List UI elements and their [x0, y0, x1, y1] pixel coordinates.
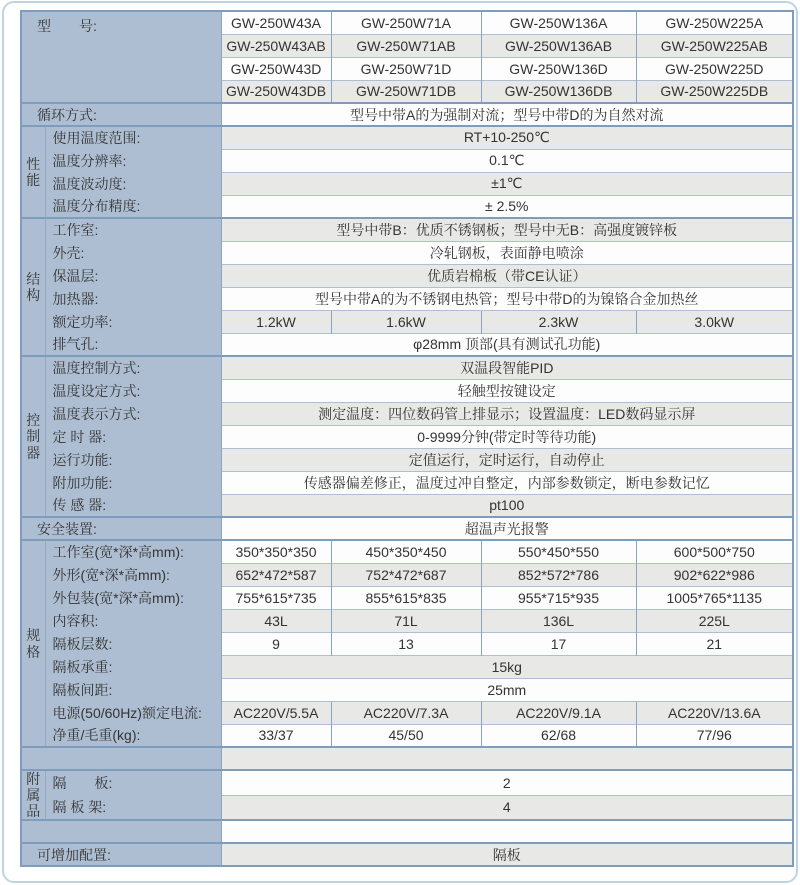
spec-value-cell: 33/37: [221, 724, 331, 747]
spec-row: [21, 195, 793, 218]
spec-value-cell: RT+10-250℃: [221, 126, 793, 149]
spec-value-cell: 350*350*350: [221, 540, 331, 563]
spec-row: [21, 448, 793, 471]
model-cell: GW-250W136AB: [481, 34, 636, 57]
spec-value-cell: 测定温度：四位数码管上排显示；设置温度：LED数码显示屏: [221, 402, 793, 425]
spec-row: [21, 494, 793, 517]
spec-value-cell: AC220V/7.3A: [331, 701, 481, 724]
section-group-label: 性能: [21, 126, 45, 218]
spec-row: [21, 471, 793, 494]
spec-row-label: 温度设定方式:: [45, 379, 221, 402]
model-cell: GW-250W43D: [221, 57, 331, 80]
spec-value-cell: 1.6kW: [331, 310, 481, 333]
spec-row-label: 温度控制方式:: [45, 356, 221, 379]
model-cell: GW-250W225A: [636, 11, 793, 34]
spec-row-label: 电源(50/60Hz)额定电流:: [45, 701, 221, 724]
section-group-label: 规格: [21, 540, 45, 747]
spec-value-cell: 62/68: [481, 724, 636, 747]
model-cell: GW-250W71D: [331, 57, 481, 80]
spec-value-cell: 9: [221, 632, 331, 655]
spec-row-label: 安全装置:: [21, 517, 221, 540]
spec-row-label: 隔 板:: [45, 770, 221, 795]
spec-value-cell: 225L: [636, 609, 793, 632]
spec-value-cell: 定值运行，定时运行，自动停止: [221, 448, 793, 471]
spec-row-label: [21, 820, 221, 843]
spec-value-cell: 轻触型按键设定: [221, 379, 793, 402]
spec-row-label: [21, 747, 221, 770]
spec-table-body: [21, 11, 793, 866]
spec-value-cell: 17: [481, 632, 636, 655]
spec-row-label: 运行功能:: [45, 448, 221, 471]
spec-row-label: 温度分布精度:: [45, 195, 221, 218]
spec-value-cell: 855*615*835: [331, 586, 481, 609]
spec-row-label: 隔板间距:: [45, 678, 221, 701]
spec-row-label: 隔 板 架:: [45, 795, 221, 820]
spec-row: [21, 264, 793, 287]
model-cell: GW-250W136D: [481, 57, 636, 80]
spec-row: [21, 379, 793, 402]
model-cell: GW-250W71AB: [331, 34, 481, 57]
spec-value-cell: AC220V/9.1A: [481, 701, 636, 724]
spec-row: [21, 356, 793, 379]
spec-card: [2, 1, 798, 883]
spec-row: [21, 632, 793, 655]
model-cell: GW-250W225DB: [636, 80, 793, 103]
spec-row: [21, 563, 793, 586]
spec-row: [21, 747, 793, 770]
spec-row-label: 隔板承重:: [45, 655, 221, 678]
spec-row-label: 外包装(宽*深*高mm):: [45, 586, 221, 609]
spec-row-label: 可增加配置:: [21, 843, 221, 866]
spec-row: [21, 425, 793, 448]
spec-value-cell: 型号中带B：优质不锈钢板；型号中无B：高强度镀锌板: [221, 218, 793, 241]
model-cell: GW-250W225AB: [636, 34, 793, 57]
spec-value-cell: 2.3kW: [481, 310, 636, 333]
spec-row: [21, 517, 793, 540]
spec-value-cell: 2: [221, 770, 793, 795]
spec-row-label: 净重/毛重(kg):: [45, 724, 221, 747]
model-row: [21, 11, 793, 34]
spec-value-cell: 冷轧钢板，表面静电喷涂: [221, 241, 793, 264]
spec-row: [21, 655, 793, 678]
spec-value-cell: 15kg: [221, 655, 793, 678]
spec-row: [21, 287, 793, 310]
spec-row: [21, 103, 793, 126]
spec-row: [21, 820, 793, 843]
spec-value-cell: 25mm: [221, 678, 793, 701]
spec-value-cell: 652*472*587: [221, 563, 331, 586]
spec-row-label: 传 感 器:: [45, 494, 221, 517]
spec-row: [21, 724, 793, 747]
spec-value-cell: 21: [636, 632, 793, 655]
spec-row: [21, 218, 793, 241]
spec-value-cell: AC220V/5.5A: [221, 701, 331, 724]
spec-row: [21, 241, 793, 264]
spec-row-label: 额定功率:: [45, 310, 221, 333]
spec-value-cell: AC220V/13.6A: [636, 701, 793, 724]
spec-value-cell: 隔板: [221, 843, 793, 866]
model-cell: GW-250W43A: [221, 11, 331, 34]
spec-value-cell: 型号中带A的为强制对流；型号中带D的为自然对流: [221, 103, 793, 126]
spec-row: [21, 795, 793, 820]
spec-value-cell: 1.2kW: [221, 310, 331, 333]
spec-row: [21, 333, 793, 356]
spec-row-label: 加热器:: [45, 287, 221, 310]
spec-row-label: 工作室:: [45, 218, 221, 241]
spec-row-label: 隔板层数:: [45, 632, 221, 655]
spec-row: [21, 149, 793, 172]
model-cell: GW-250W43DB: [221, 80, 331, 103]
spec-value-cell: 550*450*550: [481, 540, 636, 563]
model-cell: GW-250W43AB: [221, 34, 331, 57]
spec-row: [21, 678, 793, 701]
spec-value-cell: 136L: [481, 609, 636, 632]
spec-value-cell: 4: [221, 795, 793, 820]
spec-row-label: 外壳:: [45, 241, 221, 264]
spec-row: [21, 770, 793, 795]
spec-row: [21, 402, 793, 425]
spec-value-cell: 0.1℃: [221, 149, 793, 172]
spec-value-cell: pt100: [221, 494, 793, 517]
spec-row: [21, 843, 793, 866]
spec-row: [21, 126, 793, 149]
spec-value-cell: 752*472*687: [331, 563, 481, 586]
spec-value-cell: 43L: [221, 609, 331, 632]
spec-row: [21, 701, 793, 724]
spec-row-label: 工作室(宽*深*高mm):: [45, 540, 221, 563]
model-cell: GW-250W136A: [481, 11, 636, 34]
spec-row-label: 外形(宽*深*高mm):: [45, 563, 221, 586]
spec-row: [21, 609, 793, 632]
model-header-label: 型 号:: [21, 11, 221, 103]
spec-value-cell: ±1℃: [221, 172, 793, 195]
spec-row-label: 排气孔:: [45, 333, 221, 356]
model-cell: GW-250W71A: [331, 11, 481, 34]
spec-value-cell: 0-9999分钟(带定时等待功能): [221, 425, 793, 448]
spec-value-cell: 传感器偏差修正，温度过冲自整定，内部参数锁定，断电参数记忆: [221, 471, 793, 494]
spec-value-cell: 优质岩棉板（带CE认证）: [221, 264, 793, 287]
spec-row: [21, 310, 793, 333]
spec-row-label: 保温层:: [45, 264, 221, 287]
spec-row: [21, 586, 793, 609]
spec-value-cell: 600*500*750: [636, 540, 793, 563]
spec-row-label: 温度表示方式:: [45, 402, 221, 425]
spec-value-cell: 955*715*935: [481, 586, 636, 609]
spec-row-label: 温度分辨率:: [45, 149, 221, 172]
section-group-label: 附属品: [21, 770, 45, 820]
model-cell: GW-250W225D: [636, 57, 793, 80]
spec-value-cell: 755*615*735: [221, 586, 331, 609]
spec-value-cell: 852*572*786: [481, 563, 636, 586]
spec-value-cell: 902*622*986: [636, 563, 793, 586]
spec-row-label: 温度波动度:: [45, 172, 221, 195]
spec-value-cell: [221, 820, 793, 843]
spec-row-label: 附加功能:: [45, 471, 221, 494]
spec-value-cell: 71L: [331, 609, 481, 632]
spec-value-cell: 45/50: [331, 724, 481, 747]
spec-value-cell: φ28mm 顶部(具有测试孔功能): [221, 333, 793, 356]
spec-row-label: 定 时 器:: [45, 425, 221, 448]
spec-value-cell: ± 2.5%: [221, 195, 793, 218]
spec-row-label: 内容积:: [45, 609, 221, 632]
section-group-label: 控制器: [21, 356, 45, 517]
spec-value-cell: 1005*765*1135: [636, 586, 793, 609]
spec-value-cell: 77/96: [636, 724, 793, 747]
spec-value-cell: 3.0kW: [636, 310, 793, 333]
spec-row-label: 循环方式:: [21, 103, 221, 126]
spec-table: [20, 10, 794, 867]
spec-value-cell: [221, 747, 793, 770]
spec-value-cell: 13: [331, 632, 481, 655]
model-cell: GW-250W136DB: [481, 80, 636, 103]
model-cell: GW-250W71DB: [331, 80, 481, 103]
section-group-label: 结构: [21, 218, 45, 356]
spec-value-cell: 型号中带A的为不锈钢电热管；型号中带D的为镍铬合金加热丝: [221, 287, 793, 310]
spec-value-cell: 450*350*450: [331, 540, 481, 563]
spec-row: [21, 540, 793, 563]
spec-value-cell: 双温段智能PID: [221, 356, 793, 379]
spec-value-cell: 超温声光报警: [221, 517, 793, 540]
spec-row: [21, 172, 793, 195]
spec-row-label: 使用温度范围:: [45, 126, 221, 149]
